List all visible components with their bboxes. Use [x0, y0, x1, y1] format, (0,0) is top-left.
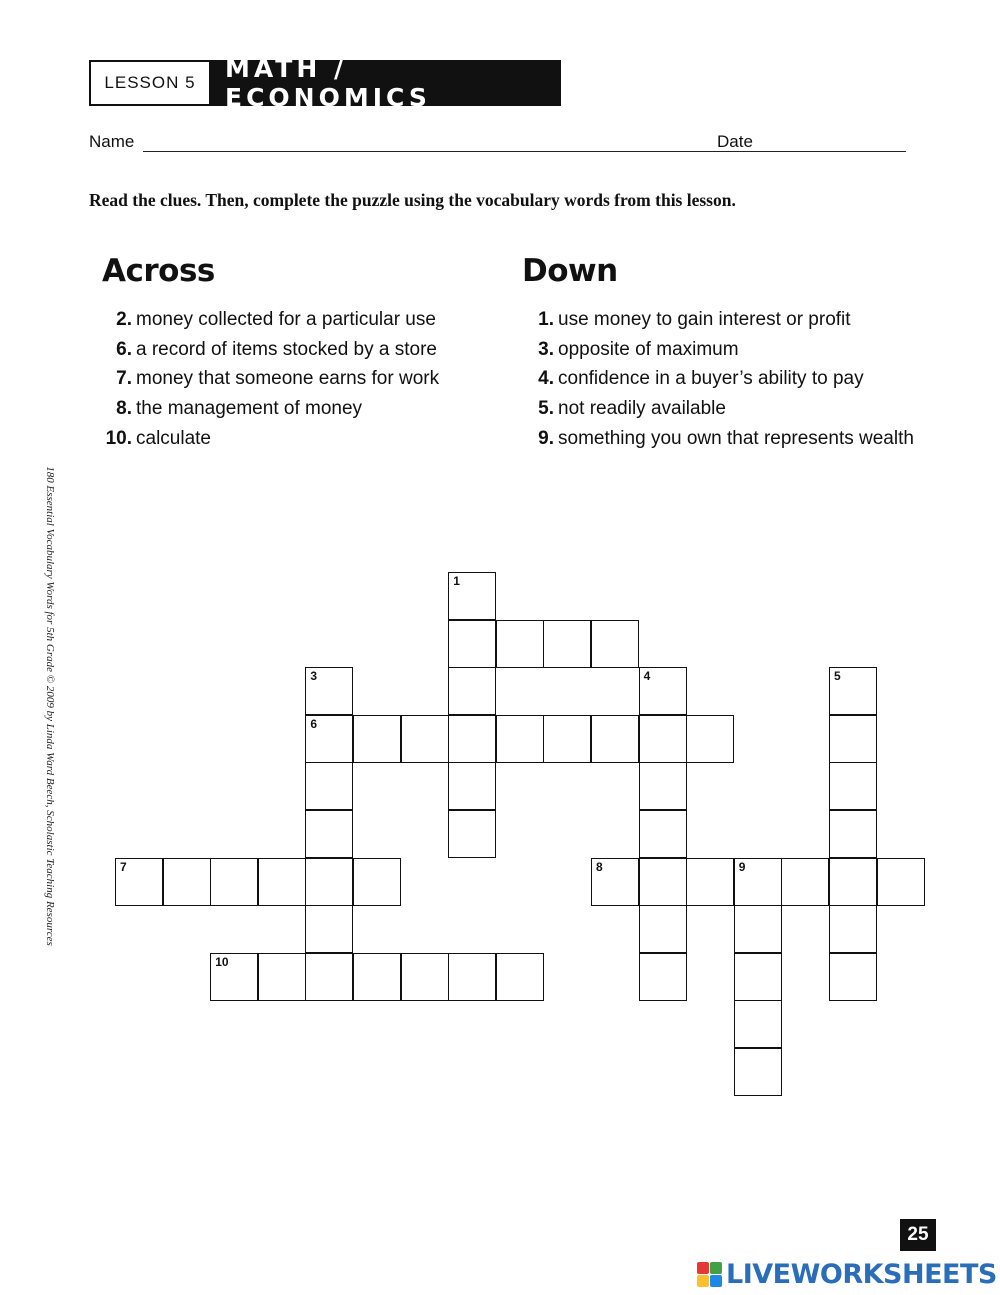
- crossword-cell[interactable]: [305, 762, 353, 810]
- brand-name: LIVEWORKSHEETS: [726, 1258, 997, 1290]
- clue-number-label: 10: [215, 954, 229, 969]
- down-heading: Down: [522, 253, 618, 289]
- clue-text: not readily available: [558, 398, 726, 420]
- crossword-cell[interactable]: [781, 858, 829, 906]
- crossword-cell[interactable]: [163, 858, 211, 906]
- crossword-cell[interactable]: [877, 858, 925, 906]
- crossword-cell[interactable]: [639, 858, 687, 906]
- clue-number: 8.: [116, 398, 132, 420]
- clue-number: 3.: [538, 338, 554, 360]
- liveworksheets-logo-icon: [697, 1262, 722, 1287]
- crossword-cell[interactable]: [686, 858, 734, 906]
- crossword-cell[interactable]: [591, 715, 639, 763]
- date-label: Date: [717, 132, 753, 151]
- crossword-cell[interactable]: [353, 953, 401, 1001]
- crossword-cell[interactable]: [829, 715, 877, 763]
- clue-text: a record of items stocked by a store: [136, 338, 437, 360]
- clue-number: 2.: [116, 308, 132, 330]
- clue-text: money that someone earns for work: [136, 368, 440, 390]
- crossword-cell[interactable]: [448, 572, 496, 620]
- clue-text: money collected for a particular use: [136, 308, 436, 330]
- clue-number-label: 9: [738, 859, 746, 874]
- crossword-cell[interactable]: [639, 667, 687, 715]
- crossword-cell[interactable]: [210, 858, 258, 906]
- crossword-cell[interactable]: [734, 953, 782, 1001]
- crossword-cell[interactable]: [686, 715, 734, 763]
- crossword-cell[interactable]: [639, 762, 687, 810]
- crossword-cell[interactable]: [305, 905, 353, 953]
- crossword-cell[interactable]: [305, 858, 353, 906]
- crossword-cell[interactable]: [543, 620, 591, 668]
- crossword-cell[interactable]: [496, 715, 544, 763]
- clue-number: 7.: [116, 368, 132, 390]
- instructions: Read the clues. Then, complete the puzzle using the vocabulary words from this lesson.: [89, 190, 736, 210]
- crossword-cell[interactable]: [448, 620, 496, 668]
- name-label: Name: [89, 132, 135, 151]
- crossword-cell[interactable]: [496, 953, 544, 1001]
- crossword-cell[interactable]: [305, 953, 353, 1001]
- crossword-cell[interactable]: [448, 953, 496, 1001]
- clue-text: something you own that represents wealth: [558, 427, 914, 449]
- clue-number-label: 6: [310, 716, 318, 731]
- copyright-credit: 180 Essential Vocabulary Words for 5th Grade © 2009 by Linda Ward Beech, Scholastic Teaching Resources: [44, 466, 56, 946]
- clue-number: 5.: [538, 398, 554, 420]
- crossword-cell[interactable]: [591, 858, 639, 906]
- page-number: 25: [900, 1219, 936, 1251]
- crossword-cell[interactable]: [591, 620, 639, 668]
- crossword-cell[interactable]: [448, 810, 496, 858]
- crossword-cell[interactable]: [639, 953, 687, 1001]
- crossword-cell[interactable]: [734, 858, 782, 906]
- logo-square: [697, 1275, 709, 1287]
- crossword-cell[interactable]: [829, 810, 877, 858]
- crossword-cell[interactable]: [305, 667, 353, 715]
- crossword-cell[interactable]: [448, 762, 496, 810]
- crossword-cell[interactable]: [305, 715, 353, 763]
- crossword-cell[interactable]: [448, 715, 496, 763]
- crossword-cell[interactable]: [639, 905, 687, 953]
- lesson-label: LESSON 5: [104, 73, 196, 92]
- crossword-cell[interactable]: [639, 715, 687, 763]
- logo-square: [710, 1262, 722, 1274]
- crossword-cell[interactable]: [401, 953, 449, 1001]
- crossword-cell[interactable]: [639, 810, 687, 858]
- logo-square: [710, 1275, 722, 1287]
- crossword-cell[interactable]: [829, 762, 877, 810]
- clue-number-label: 4: [643, 669, 651, 684]
- crossword-cell[interactable]: [115, 858, 163, 906]
- crossword-cell[interactable]: [829, 905, 877, 953]
- clue-number-label: 3: [310, 669, 318, 684]
- crossword-cell[interactable]: [401, 715, 449, 763]
- clue-text: the management of money: [136, 398, 363, 420]
- across-heading: Across: [102, 253, 215, 289]
- crossword-cell[interactable]: [829, 953, 877, 1001]
- clue-text: opposite of maximum: [558, 338, 739, 360]
- clue-text: use money to gain interest or profit: [558, 308, 851, 330]
- crossword-cell[interactable]: [734, 1048, 782, 1096]
- crossword-cell[interactable]: [258, 953, 306, 1001]
- clue-number: 9.: [538, 427, 554, 449]
- clue-number-label: 7: [120, 859, 127, 874]
- crossword-cell[interactable]: [734, 1000, 782, 1048]
- clue-number-label: 1: [453, 574, 460, 588]
- clue-number: 4.: [538, 368, 554, 390]
- clue-number: 1.: [538, 308, 554, 330]
- crossword-cell[interactable]: [543, 715, 591, 763]
- crossword-cell[interactable]: [353, 858, 401, 906]
- lesson-title: MATH / ECONOMICS: [209, 62, 559, 104]
- clue-text: confidence in a buyer’s ability to pay: [558, 368, 864, 390]
- crossword-cell[interactable]: [210, 953, 258, 1001]
- crossword-cell[interactable]: [829, 667, 877, 715]
- crossword-cell[interactable]: [829, 858, 877, 906]
- crossword-cell[interactable]: [448, 667, 496, 715]
- crossword-cell[interactable]: [353, 715, 401, 763]
- clue-number-label: 8: [596, 859, 603, 874]
- crossword-cell[interactable]: [258, 858, 306, 906]
- clue-number: 10.: [105, 427, 132, 449]
- clue-number: 6.: [116, 338, 132, 360]
- crossword-cell[interactable]: [305, 810, 353, 858]
- clue-number-label: 5: [834, 669, 841, 684]
- liveworksheets-brand: [697, 1257, 997, 1291]
- logo-square: [697, 1262, 709, 1274]
- crossword-cell[interactable]: [734, 905, 782, 953]
- clue-text: calculate: [136, 427, 211, 449]
- crossword-cell[interactable]: [496, 620, 544, 668]
